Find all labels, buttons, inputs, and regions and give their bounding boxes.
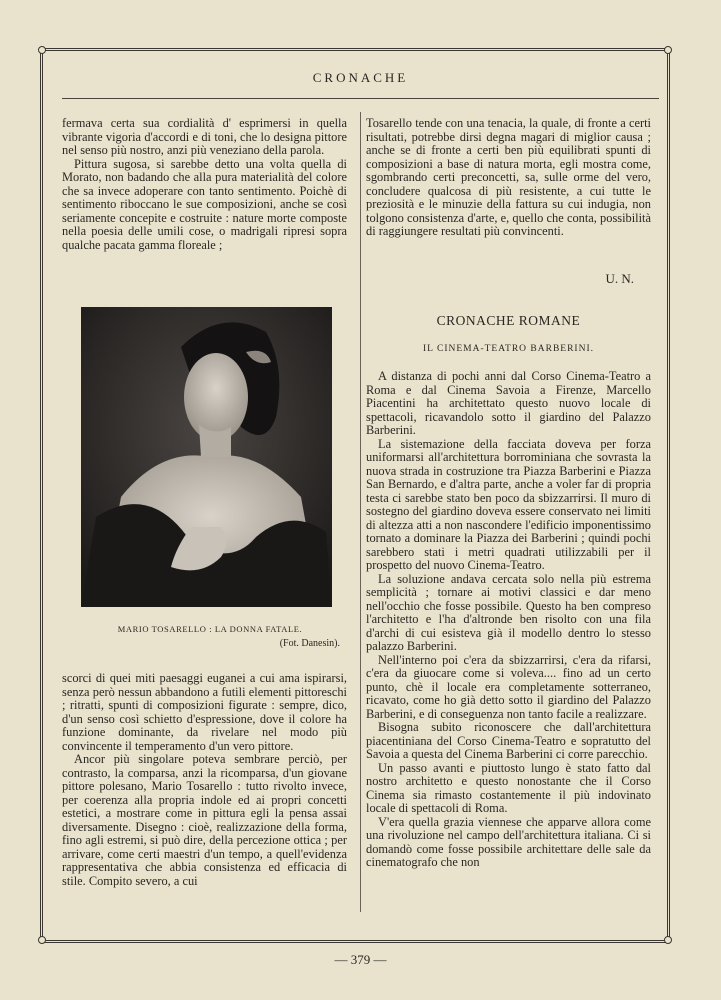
paragraph: La sistemazione della facciata doveva per forza uniformarsi all'architettura borrominiana che sovrasta la nuova strada in costruzione tra Piazza Barberini e Piazza San Bernardo, e d'altra parte, anche a voler far di propria testa ci sarebbe stato ben poco da sbizzarrirsi. Il muro di sostegno del giardino doveva essere conservato nei limiti di altezza atti a non nascondere l'edificio imponentissimo tornato a dominare la Piazza dei Barberini ; quindi pochi sarebbero stati i metri quadrati utilizzabili per il prospetto del nuovo Cinema-Teatro. [366,436,651,572]
running-header: CRONACHE [312,70,409,85]
corner-ornament [38,936,46,944]
figure-caption: MARIO TOSARELLO : LA DONNA FATALE. [117,624,303,634]
left-column-bottom [62,672,347,888]
portrait-illustration [81,307,332,607]
right-column-top [366,117,651,239]
section-subtitle: IL CINEMA-TEATRO BARBERINI. [423,344,594,354]
corner-ornament [664,46,672,54]
paragraph: Un passo avanti e piuttosto lungo è stato fatto dal nostro architetto e questo nonostante che il Corso Cinema sia rimasto costantemente il più indovinato locale di spettacoli di Roma. [366,760,651,815]
paragraph: Nell'interno poi c'era da sbizzarrirsi, c'era da rifarsi, c'era da giuocare come si voleva.... fino ad un certo punto, chè il locale era completamente sotterraneo, ricavato, come ho già detto sotto il giardino del Palazzo Barberini, e di conseguenza non tanto facile a realizzare. [366,652,651,721]
paragraph: La soluzione andava cercata solo nella più estrema semplicità ; tornare ai motivi classici e dar meno nell'occhio che fosse possibile. Questo ha ben compreso l'architetto e l'ha d'altronde ben risolto con una fila d'archi di cui esisteva già il modello dentro lo stesso palazzo Barberini. [366,571,651,653]
corner-ornament [38,46,46,54]
paragraph: Tosarello tende con una tenacia, la quale, di fronte a certi risultati, potrebbe dirsi degna magari di miglior causa ; anche se di fronte a certi ben più equilibrati spunti di composizioni a base di natura morta, egli mostra come, sgombrando certi preconcetti, sa, sulle orme del vero, concludere qualcosa di più resistente, a cui tutte le preziosità e le minuzie della fattura su cui indugia, non tolgono consistenza d'arte, e, quello che conta, possibilità di raggiungere resultati più convincenti. [366,116,651,238]
page-number: — 379 — [334,952,387,967]
section-title: CRONACHE ROMANE [436,313,581,328]
portrait-photo [81,307,332,607]
author-signature: U. N. [605,271,634,286]
paragraph: Pittura sugosa, si sarebbe detto una volta quella di Morato, non badando che alla pura materialità del colore che sa invece adoperare con tanto sentimento. Poichè di sentimento riboccano le sue composizioni, anche se così seriamente concepite e costruite : nature morte composte nella poesia delle umili cose, o madrigali ripresi sopra qualche pacata gamma floreale ; [62,156,347,252]
photo-credit: (Fot. Danesin). [279,638,340,649]
right-column-body [366,370,651,870]
column-divider [360,112,361,912]
paragraph: V'era quella grazia viennese che apparve allora come una rivoluzione nel campo dell'architettura italiana. Ci si domandò come fosse possibile architettare delle sale da cinematografo che non [366,814,651,869]
paragraph: Bisogna subito riconoscere che dall'architettura piacentiniana del Corso Cinema-Teatro e sopratutto del Savoia a questa del Cinema Barberini ci corre parecchio. [366,720,651,761]
paragraph: Ancor più singolare poteva sembrare perciò, per contrasto, la comparsa, anzi la ricomparsa, d'un giovane pittore polesano, Mario Tosarello : tutto rivolto invece, per coerenza alla propria indole ed ai propri concetti estetici, a mostrare come in pittura egli la pensa assai diversamente. Disegno : cioè, realizzazione della forma, fino agli estremi, si può dire, della percezione ottica ; per arrivare, come certi maestri d'un tempo, a quell'evidenza rappresentativa che abbia consistenza ed efficacia di stile. Compito severo, a cui [62,752,347,888]
corner-ornament [664,936,672,944]
paragraph: scorci di quei miti paesaggi euganei a cui ama ispirarsi, senza però nessun abbandono a futili elementi pittoreschi ; ritratti, spunti di composizioni figurate : sempre, dico, d'un senso così schietto d'espressione, dove il colore ha funzione dominante, da rivelare nel modo più convincente il temperamento d'un vero pittore. [62,671,347,753]
header-rule [62,98,659,99]
left-column-top [62,117,347,252]
paragraph: fermava certa sua cordialità d' esprimersi in quella vibrante vigoria d'accordi e di toni, che lo designa pittore nel senso più nostro, anzi più veneziano della parola. [62,116,347,157]
paragraph: A distanza di pochi anni dal Corso Cinema-Teatro a Roma e dal Cinema Savoia a Firenze, Marcello Piacentini ha architettato questo nuovo locale di spettacoli, ricavandolo sotto il giardino del Palazzo Barberini. [366,369,651,437]
